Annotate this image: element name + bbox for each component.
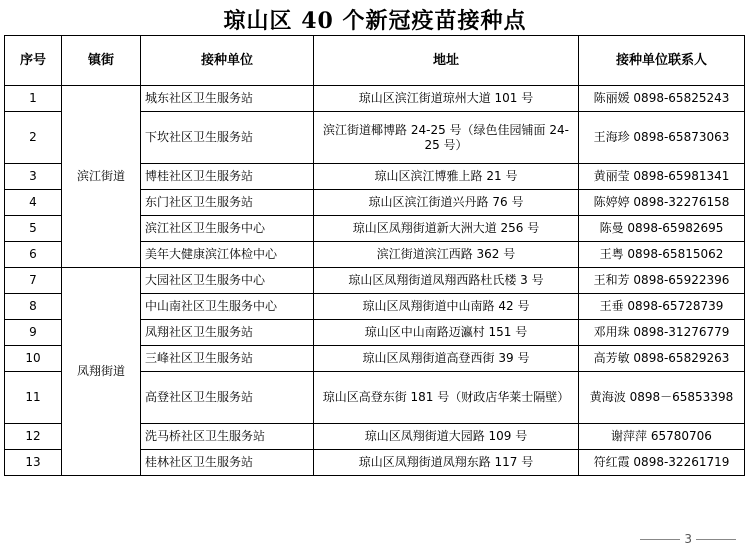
unit-cell: 城东社区卫生服务站 [141,86,314,112]
row-number: 12 [5,424,62,450]
header-address: 地址 [314,36,579,86]
contact-cell: 谢萍萍 65780706 [579,424,745,450]
header-street: 镇街 [62,36,141,86]
vaccination-sites-table [4,35,745,476]
contact-cell: 陈丽媛 0898-65825243 [579,86,745,112]
header-unit: 接种单位 [141,36,314,86]
contact-cell: 陈婷婷 0898-32276158 [579,190,745,216]
header-contact: 接种单位联系人 [579,36,745,86]
contact-cell: 高芳敏 0898-65829263 [579,346,745,372]
contact-cell: 王海珍 0898-65873063 [579,112,745,164]
row-number: 11 [5,372,62,424]
contact-cell: 黄丽莹 0898-65981341 [579,164,745,190]
unit-cell: 大园社区卫生服务中心 [141,268,314,294]
footer-divider [696,539,736,540]
unit-cell: 下坎社区卫生服务站 [141,112,314,164]
row-number: 7 [5,268,62,294]
page-number: 3 [684,532,692,546]
unit-cell: 桂林社区卫生服务站 [141,450,314,476]
unit-cell: 三峰社区卫生服务站 [141,346,314,372]
unit-cell: 美年大健康滨江体检中心 [141,242,314,268]
contact-cell: 黄海波 0898－65853398 [579,372,745,424]
unit-cell: 东门社区卫生服务站 [141,190,314,216]
address-cell: 琼山区中山南路迈瀛村 151 号 [314,320,579,346]
unit-cell: 滨江社区卫生服务中心 [141,216,314,242]
page-title: 琼山区 40 个新冠疫苗接种点 [223,8,527,34]
row-number: 9 [5,320,62,346]
address-cell: 琼山区凤翔街道大园路 109 号 [314,424,579,450]
unit-cell: 洗马桥社区卫生服务站 [141,424,314,450]
unit-cell: 高登社区卫生服务站 [141,372,314,424]
address-cell: 琼山区滨江街道琼州大道 101 号 [314,86,579,112]
row-number: 10 [5,346,62,372]
table-row [5,268,745,294]
table-row [5,86,745,112]
address-cell: 琼山区滨江街道兴丹路 76 号 [314,190,579,216]
street-cell: 滨江街道 [62,86,141,268]
address-cell: 琼山区滨江博雅上路 21 号 [314,164,579,190]
page-footer [636,532,740,546]
address-cell: 琼山区凤翔街道中山南路 42 号 [314,294,579,320]
address-cell: 琼山区凤翔街道凤翔东路 117 号 [314,450,579,476]
table-header-row [5,36,745,86]
contact-cell: 邓用珠 0898-31276779 [579,320,745,346]
address-cell: 滨江街道滨江西路 362 号 [314,242,579,268]
street-cell: 凤翔街道 [62,268,141,476]
row-number: 8 [5,294,62,320]
row-number: 6 [5,242,62,268]
address-cell: 琼山区高登东街 181 号（财政店华莱士隔壁） [314,372,579,424]
contact-cell: 符红霞 0898-32261719 [579,450,745,476]
address-cell: 滨江街道椰博路 24-25 号（绿色佳园铺面 24-25 号） [314,112,579,164]
address-cell: 琼山区凤翔街道凤翔西路杜氏楼 3 号 [314,268,579,294]
row-number: 4 [5,190,62,216]
unit-cell: 博桂社区卫生服务站 [141,164,314,190]
address-cell: 琼山区凤翔街道新大洲大道 256 号 [314,216,579,242]
contact-cell: 王垂 0898-65728739 [579,294,745,320]
row-number: 3 [5,164,62,190]
footer-divider [640,539,680,540]
header-no: 序号 [5,36,62,86]
unit-cell: 中山南社区卫生服务中心 [141,294,314,320]
address-cell: 琼山区凤翔街道高登西街 39 号 [314,346,579,372]
contact-cell: 王粤 0898-65815062 [579,242,745,268]
row-number: 1 [5,86,62,112]
row-number: 13 [5,450,62,476]
unit-cell: 凤翔社区卫生服务站 [141,320,314,346]
row-number: 2 [5,112,62,164]
row-number: 5 [5,216,62,242]
contact-cell: 王和芳 0898-65922396 [579,268,745,294]
contact-cell: 陈曼 0898-65982695 [579,216,745,242]
